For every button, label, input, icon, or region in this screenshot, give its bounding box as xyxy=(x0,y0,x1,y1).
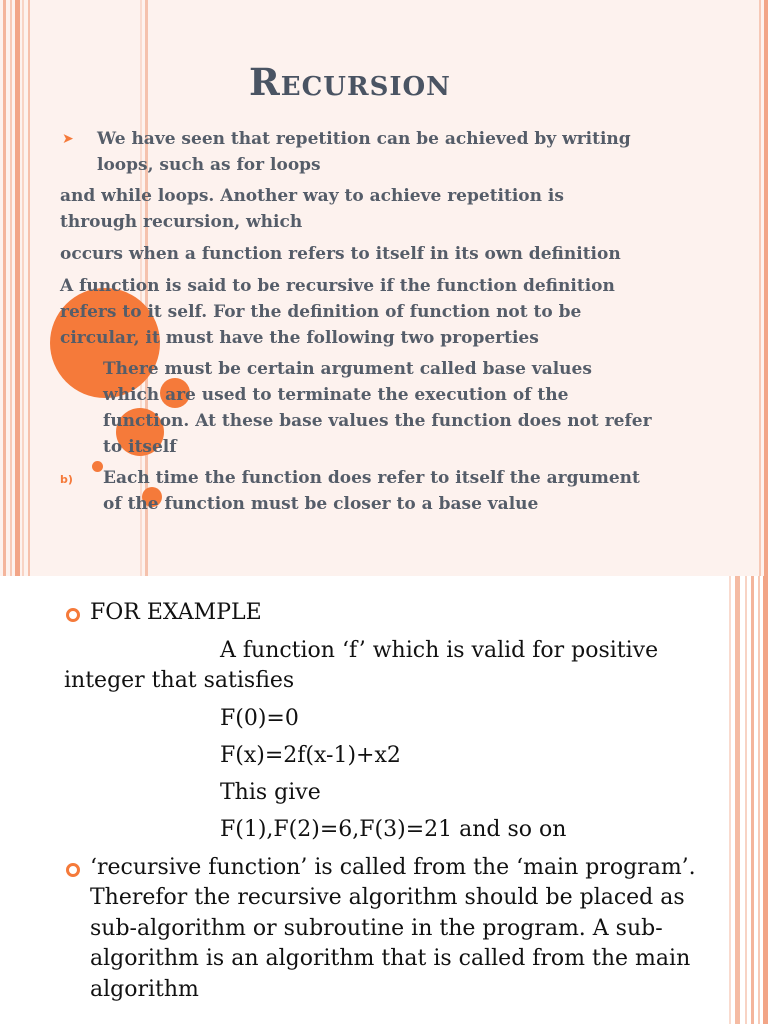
decorative-stripe xyxy=(735,576,740,1024)
orange-ring-bullet-icon xyxy=(66,608,80,622)
text-line: Therefor the recursive algorithm should be placed as xyxy=(90,885,685,910)
text-line: A function is said to be recursive if the function definition xyxy=(60,276,615,296)
text-line: We have seen that repetition can be achieved by writing xyxy=(97,129,631,149)
example-heading: FOR EXAMPLE xyxy=(90,600,262,625)
text-line: algorithm is an algorithm that is called from the main xyxy=(90,946,691,971)
example-text-line: integer that satisfies xyxy=(64,668,295,693)
text-line: algorithm xyxy=(90,977,199,1002)
text-line: circular, it must have the following two properties xyxy=(60,328,539,348)
text-line: Each time the function does refer to itself the argument xyxy=(103,468,640,488)
list-item-b xyxy=(103,465,640,517)
equation-note: This give xyxy=(220,780,321,805)
example-text-line: A function ‘f’ which is valid for positive xyxy=(220,638,659,663)
orange-ring-bullet-icon xyxy=(66,863,80,877)
equation: F(x)=2f(x-1)+x2 xyxy=(220,743,401,768)
slide-2 xyxy=(0,576,768,1024)
paragraph-4 xyxy=(60,273,615,351)
decorative-stripe xyxy=(758,576,760,1024)
arrow-bullet-icon: ➤ xyxy=(62,131,74,147)
decorative-stripe xyxy=(759,0,761,576)
text-line: and while loops. Another way to achieve repetition is xyxy=(60,186,564,206)
list-marker-b: b) xyxy=(60,473,73,486)
text-line: to itself xyxy=(103,437,177,457)
decorative-stripe xyxy=(745,576,747,1024)
decorative-stripe xyxy=(764,0,768,576)
text-line: ‘recursive function’ is called from the ‘main program’. xyxy=(90,855,696,880)
equation: F(0)=0 xyxy=(220,706,299,731)
decorative-stripe xyxy=(729,576,731,1024)
text-line: function. At these base values the function does not refer xyxy=(103,411,652,431)
decorative-stripe xyxy=(751,576,754,1024)
text-line: through recursion, which xyxy=(60,212,303,232)
text-line: occurs when a function refers to itself in its own definition xyxy=(60,244,621,264)
text-line: There must be certain argument called base values xyxy=(103,359,592,379)
text-line: sub-algorithm or subroutine in the program. A sub- xyxy=(90,916,663,941)
text-line: which are used to terminate the execution of the xyxy=(103,385,569,405)
text-line: refers to it self. For the definition of function not to be xyxy=(60,302,582,322)
decorative-stripe xyxy=(763,576,768,1024)
equation-values: F(1),F(2)=6,F(3)=21 and so on xyxy=(220,817,567,842)
paragraph-1 xyxy=(97,126,631,178)
text-line: loops, such as for loops xyxy=(97,155,321,175)
list-item-a xyxy=(103,356,652,460)
paragraph-2 xyxy=(60,183,564,235)
text-line: of the function must be closer to a base value xyxy=(103,494,539,514)
paragraph-3 xyxy=(60,241,621,267)
decorative-circle-small xyxy=(92,461,103,472)
slide-title: Recursion xyxy=(249,60,451,104)
